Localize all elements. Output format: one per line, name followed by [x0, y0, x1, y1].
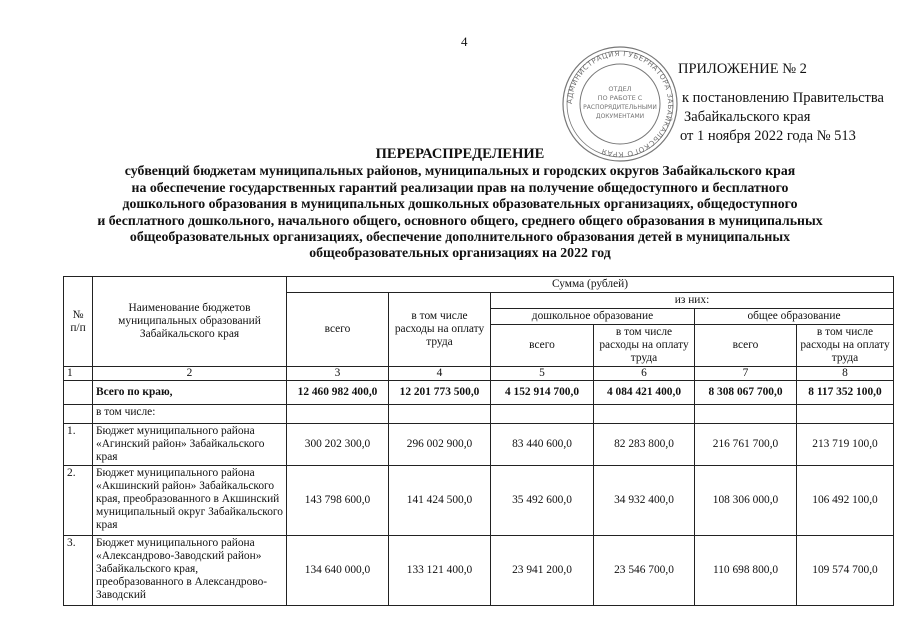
row-name: Бюджет муниципального района «Агинский район» Забайкальского края	[93, 424, 287, 466]
row-value: 35 492 600,0	[491, 466, 594, 536]
total-value: 12 201 773 500,0	[389, 381, 491, 405]
title-line: общеобразовательных организациях, обеспечение дополнительного образования детей в муниципальных	[129, 229, 791, 245]
appendix-line-2: к постановлению Правительства	[682, 90, 884, 106]
appendix-line-3: Забайкальского края	[684, 109, 811, 125]
row-num: 1.	[64, 424, 93, 466]
distribution-table	[63, 276, 894, 606]
incl-row	[64, 405, 894, 424]
incl-label: в том числе:	[93, 405, 287, 424]
row-value: 216 761 700,0	[695, 424, 797, 466]
table-row	[64, 466, 894, 536]
stamp-ring-text: АДМИНИСТРАЦИЯ ГУБЕРНАТОРА ЗАБАЙКАЛЬСКОГО КРАЯ	[564, 48, 676, 160]
header-total: всего	[287, 293, 389, 367]
stamp-line-1: ОТДЕЛ	[608, 85, 632, 93]
col-number: 2	[93, 367, 287, 381]
header-pre-total: всего	[491, 325, 594, 367]
total-value: 12 460 982 400,0	[287, 381, 389, 405]
row-num: 3.	[64, 536, 93, 606]
total-label: Всего по краю,	[93, 381, 287, 405]
appendix-block	[678, 60, 888, 146]
col-number: 7	[695, 367, 797, 381]
table-row	[64, 536, 894, 606]
appendix-title: ПРИЛОЖЕНИЕ № 2	[678, 61, 807, 77]
row-value: 134 640 000,0	[287, 536, 389, 606]
row-num: 2.	[64, 466, 93, 536]
row-name: Бюджет муниципального района «Александрово-Заводский район» Забайкальского края, преобразованного в Александрово-Заводский	[93, 536, 287, 606]
stamp-line-3: РАСПОРЯДИТЕЛЬНЫМИ	[583, 104, 657, 111]
col-number: 5	[491, 367, 594, 381]
row-value: 109 574 700,0	[797, 536, 894, 606]
appendix-line-4: от 1 ноября 2022 года № 513	[680, 128, 856, 144]
row-value: 300 202 300,0	[287, 424, 389, 466]
header-gen-labor: в том числе расходы на оплату труда	[797, 325, 894, 367]
row-value: 23 546 700,0	[594, 536, 695, 606]
table-row	[64, 424, 894, 466]
col-number: 3	[287, 367, 389, 381]
title-line: и бесплатного дошкольного, начального общего, основного общего, среднего общего образования в муниципальных	[97, 212, 823, 228]
col-number: 8	[797, 367, 894, 381]
title-heading: ПЕРЕРАСПРЕДЕЛЕНИЕ	[375, 146, 545, 162]
stamp-line-4: ДОКУМЕНТАМИ	[595, 113, 645, 120]
col-number: 6	[594, 367, 695, 381]
row-value: 82 283 800,0	[594, 424, 695, 466]
row-value: 133 121 400,0	[389, 536, 491, 606]
row-value: 106 492 100,0	[797, 466, 894, 536]
col-number: 4	[389, 367, 491, 381]
row-value: 141 424 500,0	[389, 466, 491, 536]
header-general: общее образование	[695, 309, 894, 325]
total-value: 8 117 352 100,0	[797, 381, 894, 405]
page-number: 4	[461, 34, 468, 49]
header-name: Наименование бюджетов муниципальных образований Забайкальского края	[93, 277, 287, 367]
row-value: 34 932 400,0	[594, 466, 695, 536]
header-gen-total: всего	[695, 325, 797, 367]
column-number-row	[64, 367, 894, 381]
row-value: 296 002 900,0	[389, 424, 491, 466]
stamp-line-2: ПО РАБОТЕ С	[597, 94, 643, 102]
total-value: 4 152 914 700,0	[491, 381, 594, 405]
row-value: 110 698 800,0	[695, 536, 797, 606]
title-line: общеобразовательных организациях на 2022 год	[309, 245, 611, 261]
total-value: 8 308 067 700,0	[695, 381, 797, 405]
row-value: 23 941 200,0	[491, 536, 594, 606]
row-value: 83 440 600,0	[491, 424, 594, 466]
document-title	[20, 146, 899, 262]
total-num	[64, 381, 93, 405]
row-value: 213 719 100,0	[797, 424, 894, 466]
total-row	[64, 381, 894, 405]
col-number: 1	[64, 367, 93, 381]
header-pre-labor: в том числе расходы на оплату труда	[594, 325, 695, 367]
header-incl-labor: в том числе расходы на оплату труда	[389, 293, 491, 367]
row-value: 143 798 600,0	[287, 466, 389, 536]
header-preschool: дошкольное образование	[491, 309, 695, 325]
row-value: 108 306 000,0	[695, 466, 797, 536]
header-of-them: из них:	[491, 293, 894, 309]
header-sum: Сумма (рублей)	[287, 277, 894, 293]
title-line: субвенций бюджетам муниципальных районов, муниципальных и городских округов Забайкальского края	[124, 163, 796, 179]
title-line: на обеспечение государственных гарантий реализации прав на получение общедоступного и бесплатного	[131, 179, 789, 195]
header-row	[64, 277, 894, 293]
row-name: Бюджет муниципального района «Акшинский район» Забайкальского края, преобразованного в Акшинский муниципальный округ Забайкальского края	[93, 466, 287, 536]
total-value: 4 084 421 400,0	[594, 381, 695, 405]
header-num: № п/п	[64, 277, 93, 367]
title-line: дошкольного образования в муниципальных дошкольных образовательных организациях, общедоступного	[122, 196, 798, 212]
